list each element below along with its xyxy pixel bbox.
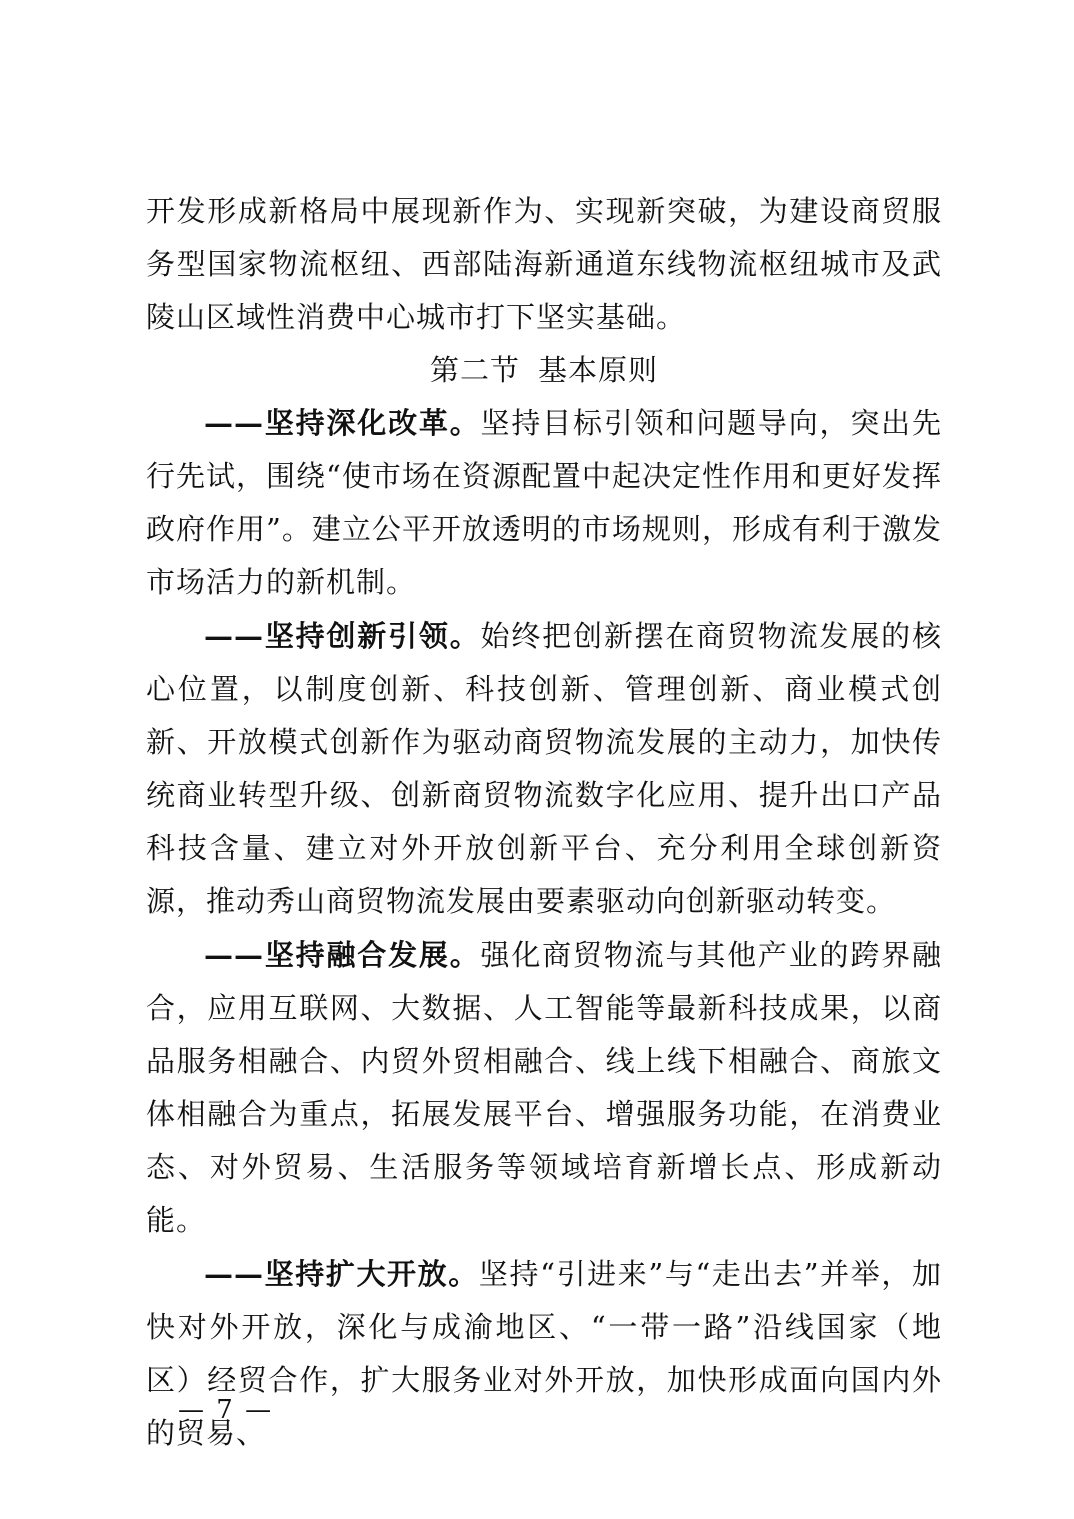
section-title: 基本原则 <box>538 353 659 387</box>
principle-lead: ——坚持扩大开放。 <box>204 1257 479 1291</box>
principle-paragraph-opening <box>146 1248 942 1460</box>
page-number: — 7 — <box>178 1395 274 1425</box>
principle-lead: ——坚持深化改革。 <box>204 406 481 440</box>
principle-body: 始终把创新摆在商贸物流发展的核心位置，以制度创新、科技创新、管理创新、商业模式创新、开放模式创新作为驱动商贸物流发展的主动力，加快传统商业转型升级、创新商贸物流数字化应用、提升出口产品科技含量、建立对外开放创新平台、充分利用全球创新资源，推动秀山商贸物流发展由要素驱动向创新驱动转变。 <box>146 619 942 918</box>
principle-lead: ——坚持融合发展。 <box>204 938 481 972</box>
principle-paragraph-integration <box>146 929 942 1247</box>
principle-body: 坚持目标引领和问题导向，突出先行先试，围绕“使市场在资源配置中起决定性作用和更好发挥政府作用”。建立公平开放透明的市场规则，形成有利于激发市场活力的新机制。 <box>146 406 942 599</box>
section-heading <box>146 344 942 397</box>
principle-body: 强化商贸物流与其他产业的跨界融合，应用互联网、大数据、人工智能等最新科技成果，以商品服务相融合、内贸外贸相融合、线上线下相融合、商旅文体相融合为重点，拓展发展平台、增强服务功能，在消费业态、对外贸易、生活服务等领域培育新增长点、形成新动能。 <box>146 938 942 1237</box>
principle-lead: ——坚持创新引领。 <box>204 619 481 653</box>
principle-paragraph-innovation <box>146 610 942 928</box>
document-body <box>146 185 942 1460</box>
principle-paragraph-reform <box>146 397 942 609</box>
intro-paragraph: 开发形成新格局中展现新作为、实现新突破，为建设商贸服务型国家物流枢纽、西部陆海新通道东线物流枢纽城市及武陵山区域性消费中心城市打下坚实基础。 <box>146 194 942 334</box>
principle-body: 坚持“引进来”与“走出去”并举，加快对外开放，深化与成渝地区、“一带一路”沿线国家（地区）经贸合作，扩大服务业对外开放，加快形成面向国内外的贸易、 <box>146 1257 942 1450</box>
section-number: 第二节 <box>429 353 520 387</box>
